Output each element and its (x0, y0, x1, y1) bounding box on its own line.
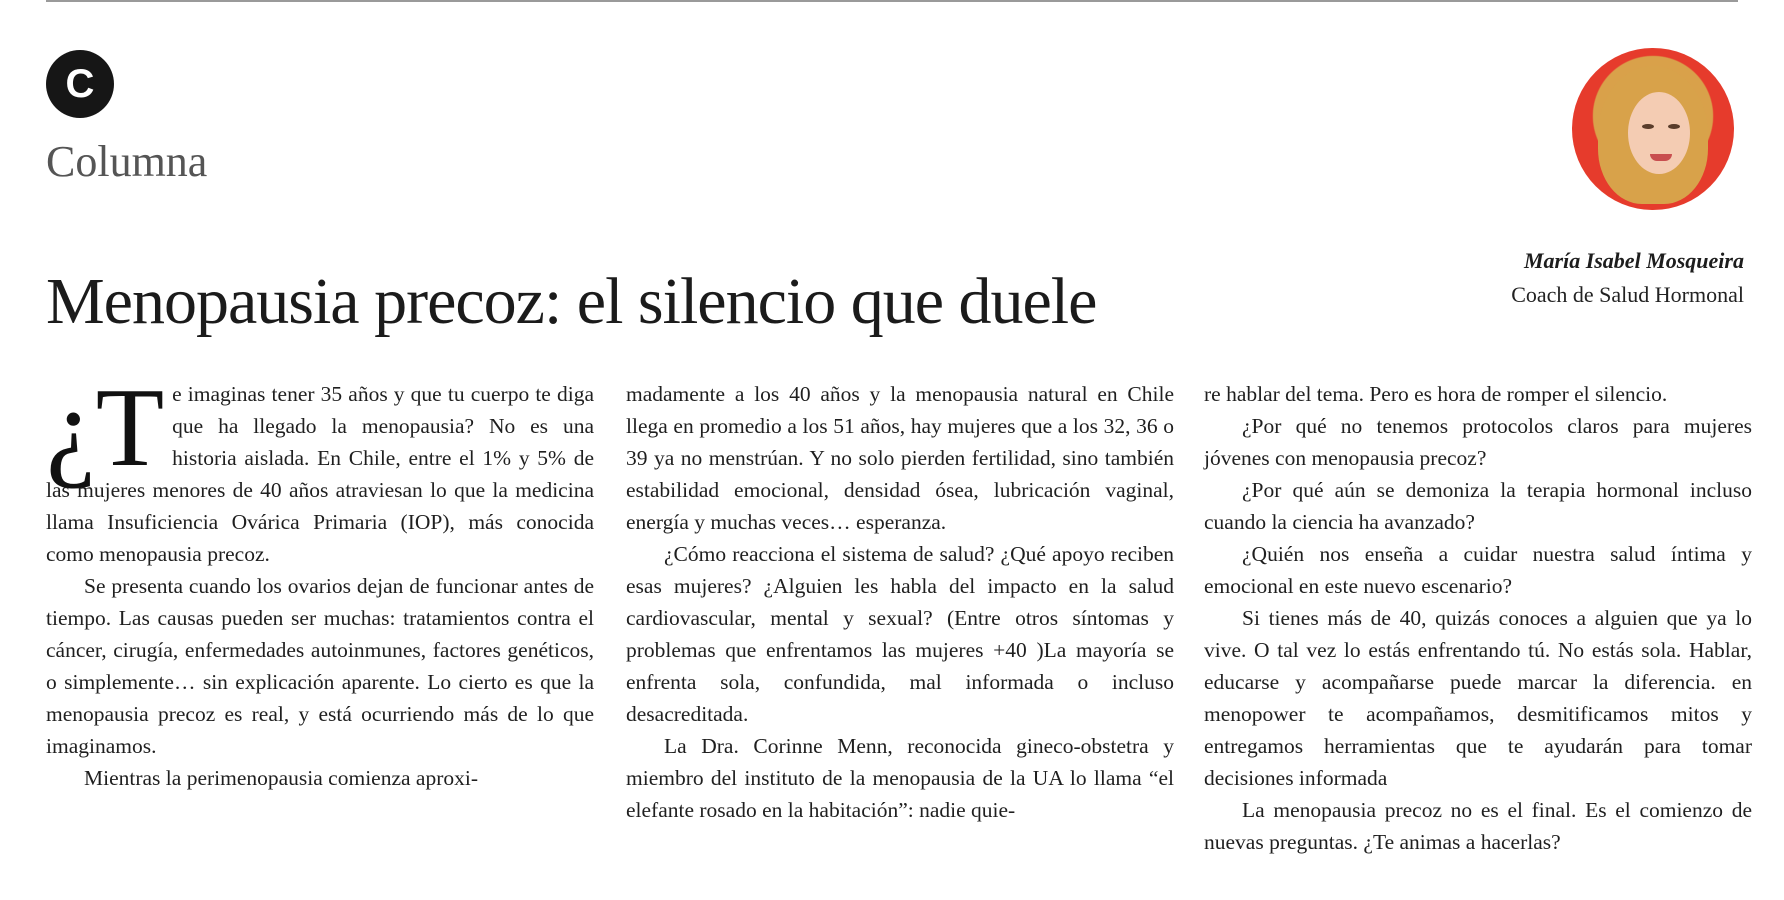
column-badge (46, 50, 114, 118)
dropcap: ¿T (46, 366, 165, 490)
author-photo (1572, 48, 1734, 210)
article-paragraph: Mientras la perimenopausia comienza aproxi- (84, 766, 479, 790)
article-paragraph: re hablar del tema. Pero es hora de romper el silencio. (1204, 382, 1668, 406)
section-label: Columna (46, 137, 208, 186)
article-paragraph: La Dra. Corinne Menn, reconocida gineco-obstetra y miembro del instituto de la menopausia de la UA lo llama “el elefante rosado en la habitación”: nadie quie- (626, 734, 1174, 822)
author-byline (1511, 244, 1744, 312)
top-rule (46, 0, 1738, 2)
headline: Menopausia precoz: el silencio que duele (46, 265, 1097, 338)
article-paragraph: Se presenta cuando los ovarios dejan de funcionar antes de tiempo. Las causas pueden ser muchas: tratamientos contra el cáncer, cirugía, enfermedades autoinmunes, factores genéticos, o simplemente… sin explicación aparente. Lo cierto es que la menopausia precoz es real, y está ocurriendo más de lo que imaginamos. (46, 574, 594, 758)
article-paragraph: Si tienes más de 40, quizás conoces a alguien que ya lo vive. O tal vez lo estás enfrentando tú. No estás sola. Hablar, educarse y acompañarse puede marcar la diferencia. en menopower te acompañamos, desmitificamos mitos y entregamos herramientas que te ayudarán para tomar decisiones informada (1204, 606, 1752, 790)
article-paragraph: ¿Quién nos enseña a cuidar nuestra salud íntima y emocional en este nuevo escenario? (1204, 542, 1752, 598)
article-column-2 (626, 378, 1174, 826)
article-column-3 (1204, 378, 1752, 858)
author-role: Coach de Salud Hormonal (1511, 282, 1744, 307)
article-paragraph: La menopausia precoz no es el final. Es el comienzo de nuevas preguntas. ¿Te animas a hacerlas? (1204, 798, 1752, 854)
author-name: María Isabel Mosqueira (1523, 248, 1744, 273)
article-paragraph: ¿Por qué no tenemos protocolos claros para mujeres jóvenes con menopausia precoz? (1204, 414, 1752, 470)
article-paragraph: ¿Por qué aún se demoniza la terapia hormonal incluso cuando la ciencia ha avanzado? (1204, 478, 1752, 534)
article-paragraph: madamente a los 40 años y la menopausia natural en Chile llega en promedio a los 51 años, hay mujeres que a los 32, 36 o 39 ya no menstrúan. Y no solo pierden fertilidad, sino también estabilidad emocional, densidad ósea, lubricación vaginal, energía y muchas veces… esperanza. (626, 382, 1174, 534)
badge-letter: C (65, 61, 95, 106)
article-paragraph: ¿T e imaginas tener 35 años y que tu cuerpo te diga que ha llegado la menopausia? No es una historia aislada. En Chile, entre el 1% y 5% de las mujeres menores de 40 años atraviesan lo que la medicina llama Insuficiencia Ovárica Primaria (IOP), más conocida como menopausia precoz. (46, 366, 594, 566)
article-column-1 (46, 366, 594, 794)
article-paragraph: ¿Cómo reacciona el sistema de salud? ¿Qué apoyo reciben esas mujeres? ¿Alguien les habla del impacto en la salud cardiovascular, mental y sexual? (Entre otros síntomas y problemas que enfrentamos las mujeres +40 )La mayoría se enfrenta sola, confundida, mal informada o incluso desacreditada. (626, 542, 1174, 726)
